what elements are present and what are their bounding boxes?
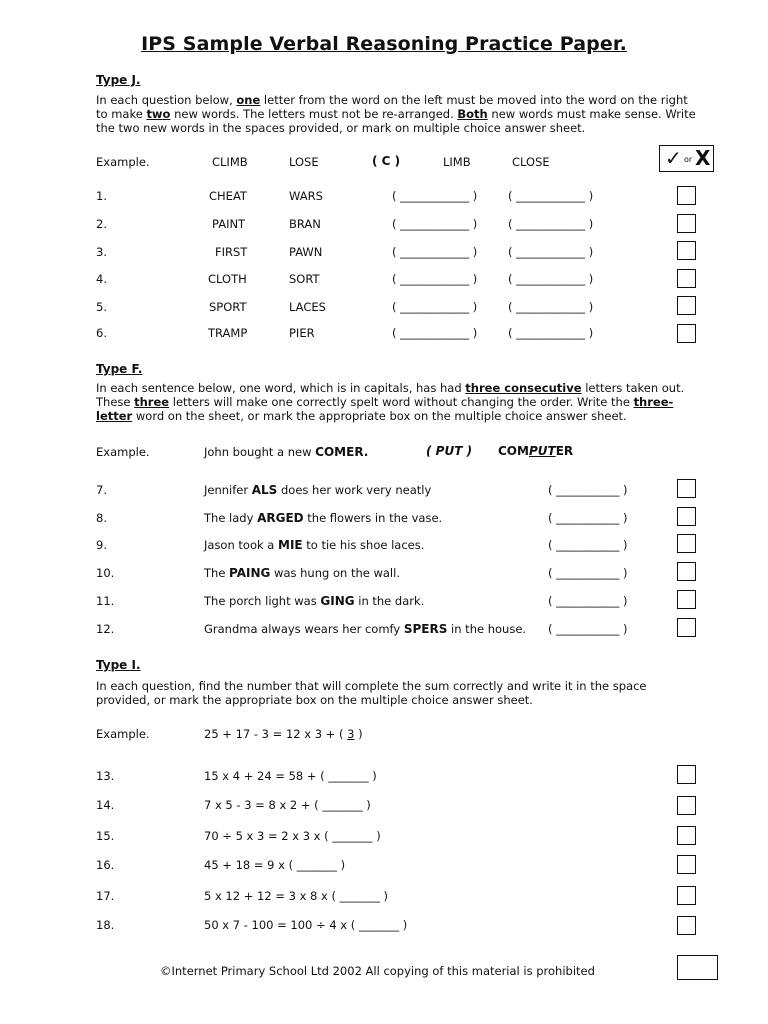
answer-blank-1[interactable]: ( ____________ )	[392, 245, 478, 259]
word-left: SPORT	[209, 300, 247, 314]
example-missing-word: ( PUT )	[426, 444, 473, 458]
question-number: 6.	[96, 326, 107, 340]
example-answer-2: CLOSE	[512, 155, 550, 169]
question-sum: 45 + 18 = 9 x ( _______ )	[204, 858, 346, 872]
word-left: FIRST	[215, 245, 248, 259]
question-number: 4.	[96, 272, 107, 286]
question-number: 1.	[96, 189, 107, 203]
page-title: IPS Sample Verbal Reasoning Practice Paper.	[141, 33, 627, 55]
answer-checkbox[interactable]	[677, 886, 696, 905]
example-word-right: LOSE	[289, 155, 319, 169]
question-number: 17.	[96, 889, 115, 903]
question-number: 7.	[96, 483, 107, 497]
question-number: 13.	[96, 769, 115, 783]
typeF-heading: Type F.	[96, 362, 143, 376]
answer-checkbox[interactable]	[677, 916, 696, 935]
question-sum: 15 x 4 + 24 = 58 + ( _______ )	[204, 769, 377, 783]
typeJ-instructions: In each question below, one letter from the word on the left must be moved into the word on the right to make two new words. The letters must not be re-arranged. Both new words must make sense. Write the two new words in the spaces provided, or mark on multiple choice answer sheet.	[96, 93, 696, 135]
word-right: WARS	[289, 189, 323, 203]
question-number: 15.	[96, 829, 115, 843]
answer-blank[interactable]: ( ___________ )	[548, 566, 628, 580]
answer-blank-2[interactable]: ( ____________ )	[508, 300, 594, 314]
example-answer-1: LIMB	[443, 155, 471, 169]
question-number: 3.	[96, 245, 107, 259]
answer-checkbox[interactable]	[677, 214, 696, 233]
answer-checkbox[interactable]	[677, 269, 696, 288]
word-left: CHEAT	[209, 189, 247, 203]
word-right: PAWN	[289, 245, 323, 259]
answer-checkbox[interactable]	[677, 534, 696, 553]
answer-blank[interactable]: ( ___________ )	[548, 622, 628, 636]
question-sum: 7 x 5 - 3 = 8 x 2 + ( _______ )	[204, 798, 371, 812]
answer-blank-2[interactable]: ( ____________ )	[508, 189, 594, 203]
question-number: 14.	[96, 798, 115, 812]
question-number: 10.	[96, 566, 115, 580]
answer-checkbox[interactable]	[677, 324, 696, 343]
answer-blank-2[interactable]: ( ____________ )	[508, 326, 594, 340]
question-number: 18.	[96, 918, 115, 932]
word-left: PAINT	[212, 217, 246, 231]
answer-checkbox[interactable]	[677, 765, 696, 784]
typeI-heading: Type I.	[96, 658, 141, 672]
answer-checkbox[interactable]	[677, 562, 696, 581]
example-label: Example.	[96, 445, 150, 459]
question-sentence: The lady ARGED the flowers in the vase.	[204, 511, 443, 525]
answer-blank-1[interactable]: ( ____________ )	[392, 217, 478, 231]
example-moved-letter: ( C )	[372, 154, 401, 168]
question-sentence: Grandma always wears her comfy SPERS in the house.	[204, 622, 527, 636]
question-sentence: Jennifer ALS does her work very neatly	[204, 483, 432, 497]
typeI-instructions: In each question, find the number that will complete the sum correctly and write it in the space provided, or mark the appropriate box on the multiple choice answer sheet.	[96, 679, 647, 707]
mark-legend-box	[659, 145, 714, 172]
typeF-instructions: In each sentence below, one word, which is in capitals, has had three consecutive letters taken out. These three letters will make one correctly spelt word without changing the order. Write the three-letter word on the sheet, or mark the appropriate box on the multiple choice answer sheet.	[96, 381, 685, 423]
question-number: 8.	[96, 511, 107, 525]
answer-blank[interactable]: ( ___________ )	[548, 594, 628, 608]
question-sentence: Jason took a MIE to tie his shoe laces.	[204, 538, 425, 552]
answer-blank[interactable]: ( ___________ )	[548, 538, 628, 552]
word-right: BRAN	[289, 217, 321, 231]
answer-checkbox[interactable]	[677, 479, 696, 498]
cross-icon: X	[695, 146, 711, 170]
answer-checkbox[interactable]	[677, 507, 696, 526]
question-number: 11.	[96, 594, 115, 608]
copyright-footer: ©Internet Primary School Ltd 2002 All copying of this material is prohibited	[160, 964, 595, 978]
example-word-left: CLIMB	[212, 155, 248, 169]
answer-blank-1[interactable]: ( ____________ )	[392, 326, 478, 340]
question-sentence: The porch light was GING in the dark.	[204, 594, 425, 608]
example-label: Example.	[96, 155, 150, 169]
question-number: 16.	[96, 858, 115, 872]
answer-checkbox[interactable]	[677, 241, 696, 260]
question-number: 2.	[96, 217, 107, 231]
answer-checkbox[interactable]	[677, 855, 696, 874]
answer-blank[interactable]: ( ___________ )	[548, 511, 628, 525]
question-number: 12.	[96, 622, 115, 636]
answer-blank-1[interactable]: ( ____________ )	[392, 300, 478, 314]
question-number: 9.	[96, 538, 107, 552]
typeJ-heading: Type J.	[96, 73, 141, 87]
word-right: PIER	[289, 326, 315, 340]
question-number: 5.	[96, 300, 107, 314]
example-label: Example.	[96, 727, 150, 741]
total-score-box[interactable]	[677, 955, 718, 980]
word-right: LACES	[289, 300, 326, 314]
word-right: SORT	[289, 272, 320, 286]
question-sum: 5 x 12 + 12 = 3 x 8 x ( _______ )	[204, 889, 388, 903]
answer-blank-1[interactable]: ( ____________ )	[392, 272, 478, 286]
answer-checkbox[interactable]	[677, 618, 696, 637]
answer-blank-2[interactable]: ( ____________ )	[508, 217, 594, 231]
answer-checkbox[interactable]	[677, 296, 696, 315]
answer-blank-1[interactable]: ( ____________ )	[392, 189, 478, 203]
example-sentence: John bought a new COMER.	[204, 445, 369, 459]
answer-blank-2[interactable]: ( ____________ )	[508, 272, 594, 286]
answer-blank-2[interactable]: ( ____________ )	[508, 245, 594, 259]
answer-blank[interactable]: ( ___________ )	[548, 483, 628, 497]
check-icon: ✓	[665, 146, 682, 170]
answer-checkbox[interactable]	[677, 186, 696, 205]
word-left: TRAMP	[208, 326, 248, 340]
question-sum: 70 ÷ 5 x 3 = 2 x 3 x ( _______ )	[204, 829, 381, 843]
mark-or-label: or	[684, 155, 693, 164]
word-left: CLOTH	[208, 272, 247, 286]
answer-checkbox[interactable]	[677, 826, 696, 845]
example-sum: 25 + 17 - 3 = 12 x 3 + ( 3 )	[204, 727, 363, 741]
question-sentence: The PAING was hung on the wall.	[204, 566, 400, 580]
example-full-word: COMPUTER	[498, 444, 574, 458]
answer-checkbox[interactable]	[677, 590, 696, 609]
question-sum: 50 x 7 - 100 = 100 ÷ 4 x ( _______ )	[204, 918, 408, 932]
answer-checkbox[interactable]	[677, 796, 696, 815]
